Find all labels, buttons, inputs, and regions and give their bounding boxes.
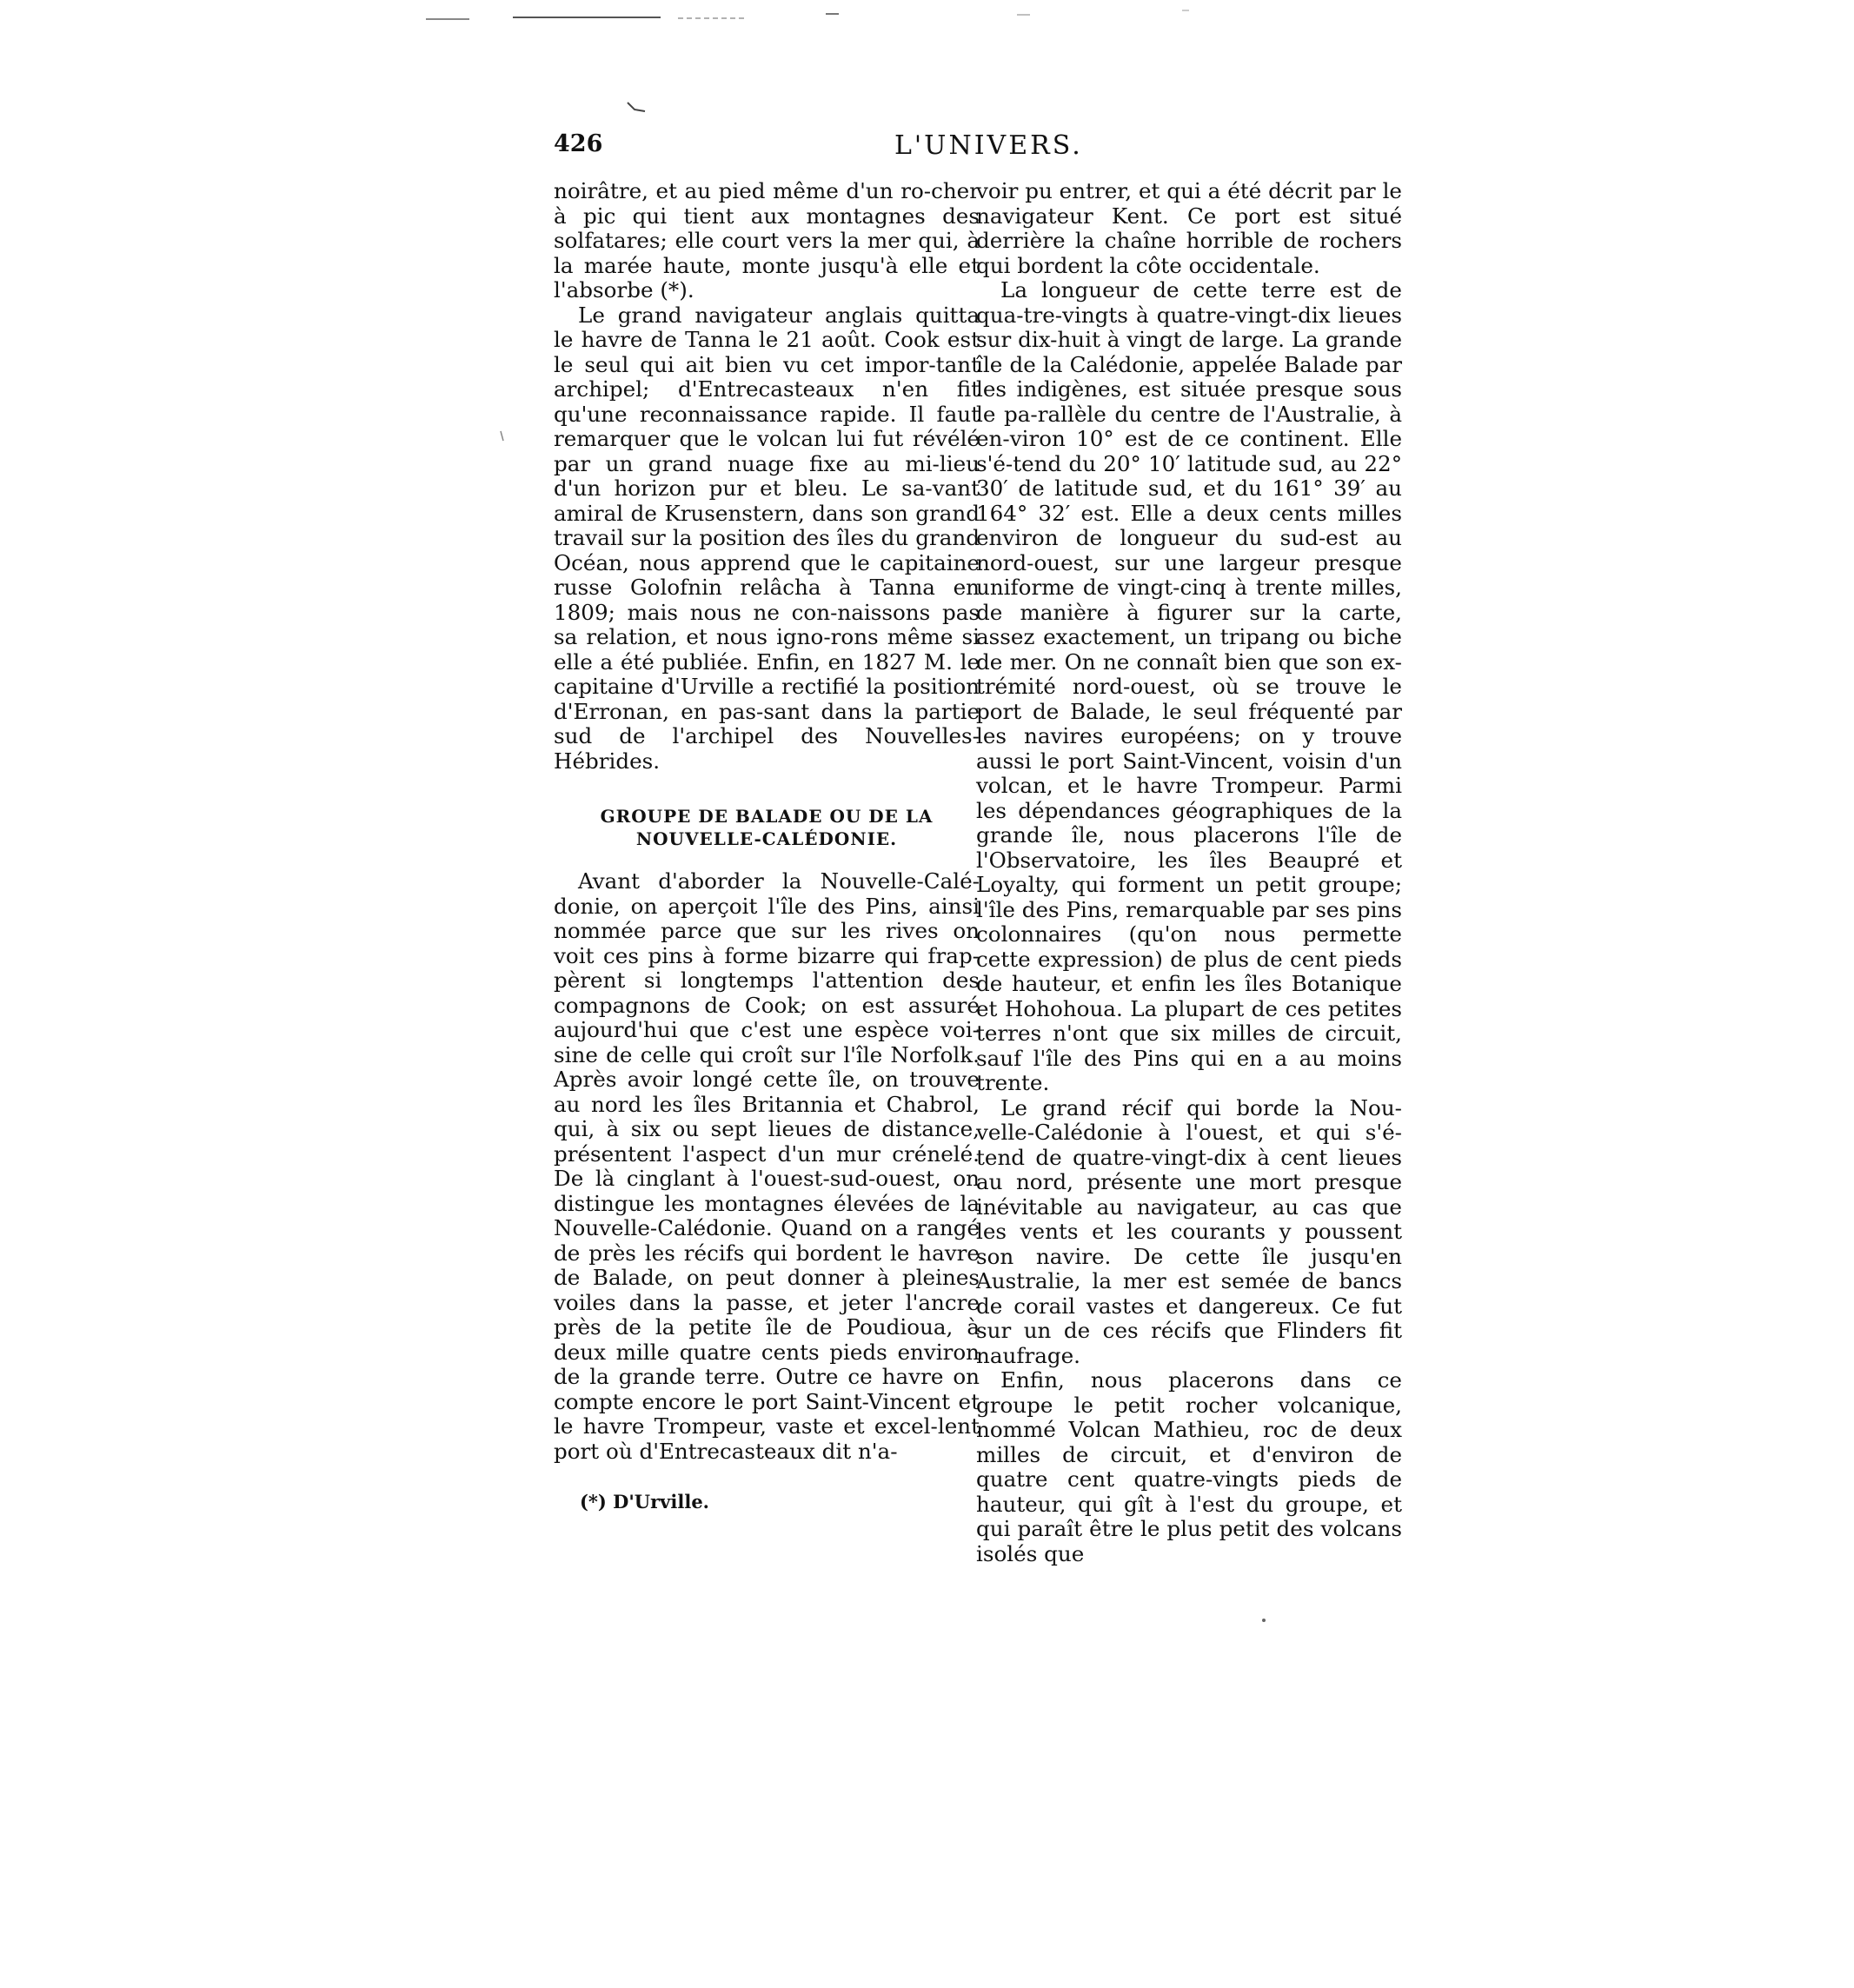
paragraph: Avant d'aborder la Nouvelle-Calé-donie, on aperçoit l'île des Pins, ainsi nommée parce que sur les rives on voit ces pins à forme bizarre qui frap-pèrent si longtemps l'attention des compagnons de Cook; on est assuré aujourd'hui que c'est une espèce voi-sine de celle qui croît sur l'île Norfolk. Après avoir longé cette île, on trouve au nord les îles Britannia et Chabrol, qui, à six ou sept lieues de distance, présentent l'aspect d'un mur crénelé. De là cinglant à l'ouest-sud-ouest, on distingue les montagnes élevées de la Nouvelle-Calédonie. Quand on a rangé de près les récifs qui bordent le havre de Balade, on peut donner à pleines voiles dans la passe, et jeter l'ancre près de la petite île de Poudioua, à deux mille quatre cents pieds environ de la grande terre. Outre ce havre on compte encore le port Saint-Vincent et le havre Trompeur, vaste et excel-lent port où d'Entrecasteaux dit n'a- <box>554 868 980 1464</box>
section-heading-line: GROUPE DE BALADE OU DE LA <box>600 806 934 827</box>
footnote: (*) D'Urville. <box>580 1491 709 1513</box>
scan-edge-marks <box>0 0 1854 139</box>
paragraph: voir pu entrer, et qui a été décrit par le navigateur Kent. Ce port est situé derrière la chaîne horrible de rochers qui bordent la côte occidentale. <box>976 178 1402 278</box>
scan-speck <box>500 430 505 442</box>
paragraph: Le grand navigateur anglais quitta le havre de Tanna le 21 août. Cook est le seul qui ait bien vu cet impor-tant archipel; d'Entrecasteaux n'en fit qu'une reconnaissance rapide. Il faut remarquer que le volcan lui fut révélé par un grand nuage fixe au mi-lieu d'un horizon pur et bleu. Le sa-vant amiral de Krusenstern, dans son grand travail sur la position des îles du grand Océan, nous apprend que le capitaine russe Golofnin relâcha à Tanna en 1809; mais nous ne con-naissons pas sa relation, et nous igno-rons même si elle a été publiée. Enfin, en 1827 M. le capitaine d'Urville a rectifié la position d'Erronan, en pas-sant dans la partie sud de l'archipel des Nouvelles-Hébrides. <box>554 302 980 774</box>
left-column <box>554 179 980 1515</box>
section-heading-line: NOUVELLE-CALÉDONIE. <box>635 828 898 849</box>
section-heading <box>554 805 980 850</box>
paragraph: La longueur de cette terre est de qua-tre-vingts à quatre-vingt-dix lieues sur dix-huit à vingt de large. La grande île de la Calédonie, appelée Balade par les indigènes, est située presque sous le pa-rallèle du centre de l'Australie, à en-viron 10° est de ce continent. Elle s'é-tend du 20° 10′ latitude sud, au 22° 30′ de latitude sud, et du 161° 39′ au 164° 32′ est. Elle a deux cents milles environ de longueur du sud-est au nord-ouest, sur une largeur presque uniforme de vingt-cinq à trente milles, de manière à figurer sur la carte, assez exactement, un tripang ou biche de mer. On ne connaît bien que son ex-trémité nord-ouest, où se trouve le port de Balade, le seul fréquenté par les navires européens; on y trouve aussi le port Saint-Vincent, voisin d'un volcan, et le havre Trompeur. Parmi les dépendances géographiques de la grande île, nous placerons l'île de l'Observatoire, les îles Beaupré et Loyalty, qui forment un petit groupe; l'île des Pins, remarquable par ses pins colonnaires (qu'on nous permette cette expression) de plus de cent pieds de hauteur, et enfin les îles Botanique et Hohohoua. La plupart de ces petites terres n'ont que six milles de circuit, sauf l'île des Pins qui en a au moins trente. <box>976 277 1402 1095</box>
page-number: 426 <box>554 130 603 157</box>
paragraph: Enfin, nous placerons dans ce groupe le petit rocher volcanique, nommé Volcan Mathieu, roc de deux milles de circuit, et d'environ de quatre cent quatre-vingts pieds de hauteur, qui gît à l'est du groupe, et qui paraît être le plus petit des volcans isolés que <box>976 1367 1402 1566</box>
page-header <box>554 130 1405 165</box>
right-column <box>976 179 1402 1566</box>
running-title: L'UNIVERS. <box>894 130 1083 161</box>
scan-speck <box>1260 1617 1267 1624</box>
paragraph: noirâtre, et au pied même d'un ro-cher à pic qui tient aux montagnes des solfatares; elle court vers la mer qui, à la marée haute, monte jusqu'à elle et l'absorbe (*). <box>554 178 980 303</box>
paragraph: Le grand récif qui borde la Nou-velle-Calédonie à l'ouest, et qui s'é-tend de quatre-vingt-dix à cent lieues au nord, présente une mort presque inévitable au navigateur, au cas que les vents et les courants y poussent son navire. De cette île jusqu'en Australie, la mer est semée de bancs de corail vastes et dangereux. Ce fut sur un de ces récifs que Flinders fit naufrage. <box>976 1094 1402 1368</box>
